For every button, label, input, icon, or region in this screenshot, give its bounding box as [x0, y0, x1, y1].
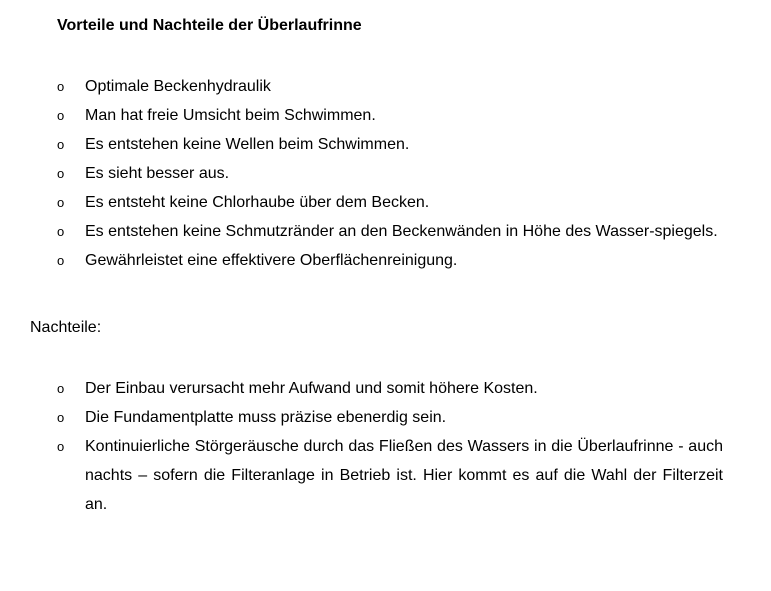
list-item-text: Es entstehen keine Schmutzränder an den Beckenwänden in Höhe des Wasser-spiegels. [85, 223, 718, 240]
list-item [0, 246, 723, 275]
disadvantages-heading: Nachteile: [30, 319, 102, 336]
bullet-icon: o [57, 381, 65, 396]
bullet-icon: o [57, 253, 65, 268]
bullet-icon: o [57, 439, 65, 454]
list-item-text: Es entstehen keine Wellen beim Schwimmen. [85, 136, 410, 153]
list-item [0, 72, 723, 101]
disadvantages-list [0, 374, 771, 519]
bullet-icon: o [57, 224, 65, 239]
list-item-text: Der Einbau verursacht mehr Aufwand und somit höhere Kosten. [85, 380, 538, 397]
list-item-text: Kontinuierliche Störgeräusche durch das Fließen des Wassers in die Überlaufrinne - auch nachts – sofern die Filteranlage in Betrieb ist. Hier kommt es auf die Wahl der Filterzeit an. [85, 438, 723, 513]
advantages-list [0, 72, 771, 275]
list-item-text: Es entsteht keine Chlorhaube über dem Becken. [85, 194, 430, 211]
bullet-icon: o [57, 137, 65, 152]
list-item-text: Die Fundamentplatte muss präzise ebenerdig sein. [85, 409, 447, 426]
list-item [0, 159, 723, 188]
list-item [0, 217, 723, 246]
list-item-text: Man hat freie Umsicht beim Schwimmen. [85, 107, 376, 124]
list-item-text: Gewährleistet eine effektivere Oberflächenreinigung. [85, 252, 458, 269]
bullet-icon: o [57, 108, 65, 123]
bullet-icon: o [57, 166, 65, 181]
list-item [0, 432, 723, 519]
document-title: Vorteile und Nachteile der Überlaufrinne [57, 17, 362, 34]
bullet-icon: o [57, 410, 65, 425]
list-item [0, 374, 723, 403]
bullet-icon: o [57, 195, 65, 210]
list-item [0, 101, 723, 130]
list-item [0, 130, 723, 159]
list-item-text: Optimale Beckenhydraulik [85, 78, 271, 95]
bullet-icon: o [57, 79, 65, 94]
list-item-text: Es sieht besser aus. [85, 165, 230, 182]
list-item [0, 188, 723, 217]
list-item [0, 403, 723, 432]
